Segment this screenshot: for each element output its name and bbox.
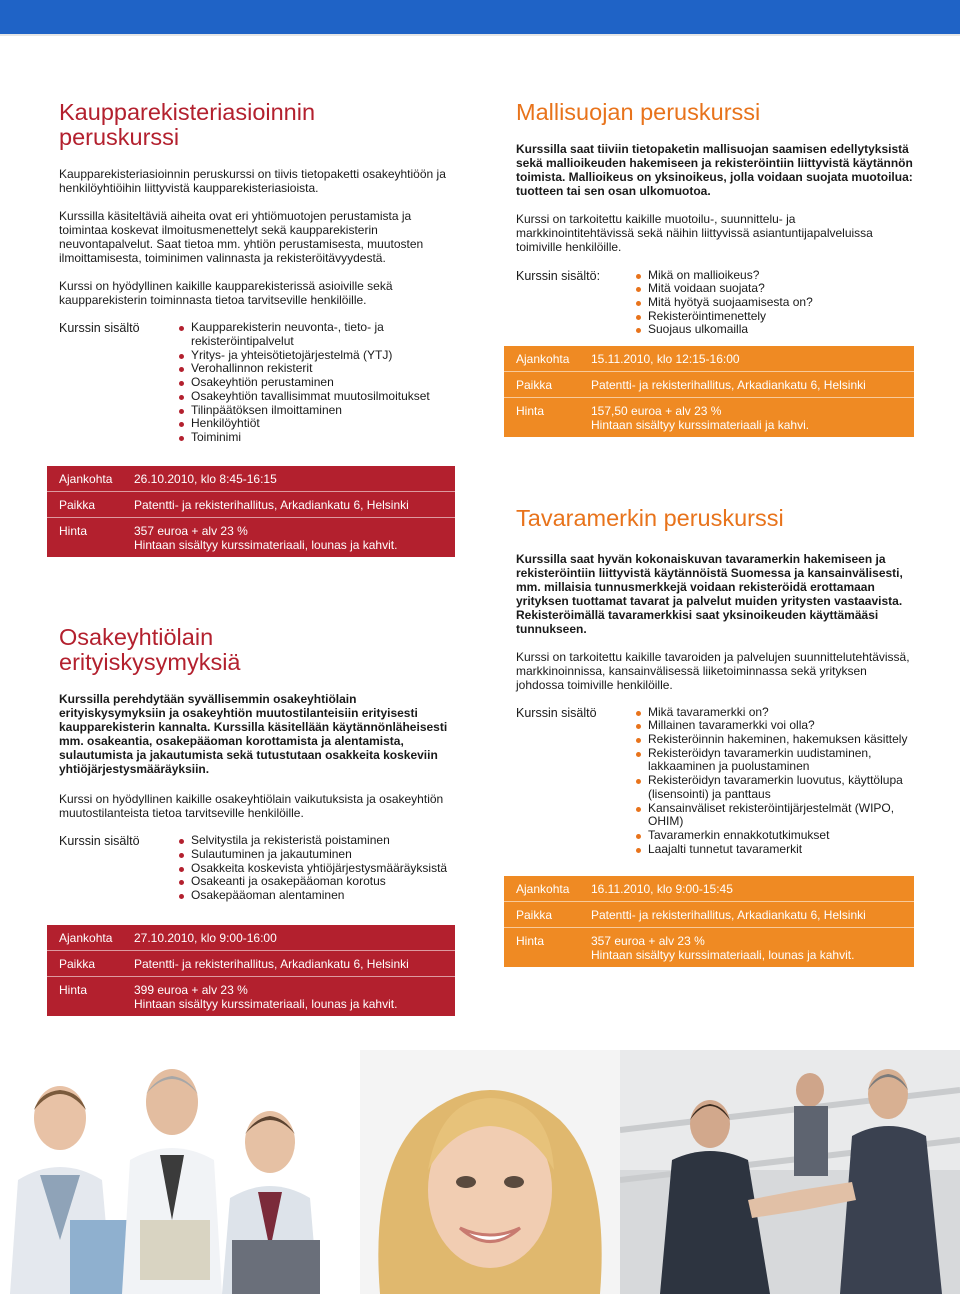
list-item: Henkilöyhtiöt [179,417,454,431]
date-value: 27.10.2010, klo 9:00-16:00 [134,931,277,945]
body-paragraph-1: Kurssi on tarkoitettu kaikille muotoilu-, suunnittelu- ja markkinointitehtävissä sekä näihin liittyvissä asiantuntijapalveluissa toimiville henkilöille. [516,211,873,254]
list-item: Millainen tavaramerkki voi olla? [636,719,916,733]
lead-paragraph: Kaupparekisteriasioinnin peruskurssi on tiivis tietopaketti osakeyhtiöön ja henkilöyhtiöihin liittyvistä kaupparekisteriasioista. [59,167,446,196]
course-content-label: Kurssin sisältö: [516,268,601,283]
list-item: Tavaramerkin ennakkotutkimukset [636,829,916,843]
list-item: Laajalti tunnetut tavaramerkit [636,843,916,857]
list-item: Osakepääoman alentaminen [179,889,447,903]
list-item: Rekisteröidyn tavaramerkin uudistaminen, lakkaaminen ja puolustaminen [636,747,916,774]
info-row-place [504,372,914,398]
date-label: Ajankohta [516,882,570,896]
title-line-1: Osakeyhtiölain [59,624,214,650]
info-row-place [47,951,455,977]
place-label: Paikka [59,957,96,971]
section-title [59,100,454,149]
list-item: Rekisteröinnin hakeminen, hakemuksen käsittely [636,733,916,747]
info-row-place [47,492,455,518]
photo-smiling-woman [360,1050,620,1294]
list-item: Verohallinnon rekisterit [179,362,454,376]
course-content-list [179,321,454,444]
list-item: Mitä voidaan suojata? [636,282,813,296]
list-item: Osakeyhtiön tavallisimmat muutosilmoitukset [179,390,454,404]
list-item: Yritys- ja yhteisötietojärjestelmä (YTJ) [179,349,454,363]
list-item: Toiminimi [179,431,454,445]
price-note: Hintaan sisältyy kurssimateriaali, lounas ja kahvit. [134,538,398,552]
place-value: Patentti- ja rekisterihallitus, Arkadiankatu 6, Helsinki [134,957,409,971]
price-value: 157,50 euroa + alv 23 % [591,404,722,418]
place-value: Patentti- ja rekisterihallitus, Arkadiankatu 6, Helsinki [591,908,866,922]
lead-paragraph: Kurssilla saat tiiviin tietopaketin mallisuojan saamisen edellytyksistä sekä mallioikeuden hakemiseen ja rekisteröintiin liittyvistä käytännön toimista. Mallioikeus on yksinoikeus, jolla voidaan suojata muotoilua: tuotteen tai sen osan ulkomuotoa. [516,141,913,198]
price-label: Hinta [516,934,545,948]
body-paragraph-1: Kurssi on tarkoitettu kaikille tavaroiden ja palvelujen suunnittelutehtävissä, markkinoinnissa, kansainvälisessä liiketoiminnassa sekä yrityksen johdossa toimiville henkilöille. [516,649,910,692]
price-label: Hinta [59,524,88,538]
price-value: 357 euroa + alv 23 % [591,934,705,948]
title-line-2: peruskurssi [59,123,180,150]
info-row-price [504,928,914,967]
price-note: Hintaan sisältyy kurssimateriaali, lounas ja kahvit. [591,948,855,962]
list-item: Kaupparekisterin neuvonta-, tieto- ja rekisteröintipalvelut [179,321,454,348]
course-content-label: Kurssin sisältö [516,705,597,720]
course-content-list [636,706,916,857]
date-value: 15.11.2010, klo 12:15-16:00 [591,352,740,366]
section-tavaramerkki [516,506,916,856]
list-item: Kansainväliset rekisteröintijärjestelmät (WIPO, OHIM) [636,802,916,829]
title-line-2: erityiskysymyksiä [59,648,241,675]
list-item: Osakeyhtiön perustaminen [179,376,454,390]
info-row-price [47,518,455,557]
date-label: Ajankohta [516,352,570,366]
body-paragraph-1: Kurssilla käsiteltäviä aiheita ovat eri yhtiömuotojen perustamista ja toimintaa koskevat ilmoitusmenettelyt sekä kaupparekisterin neuvontapalvelut. Saat tietoa mm. yhtiön perustamisesta, muutosten ilmoittamisesta, toiminimen valinnasta ja rekisteröitävyydestä. [59,209,424,266]
lead-paragraph: Kurssilla perehdytään syvällisemmin osakeyhtiölain erityiskysymyksiin ja osakeyhtiön muutostilanteisiin erityisesti kaupparekisterin kannalta. Kurssilla käsitellään käytännönläheisesti mm. osakeantia, osakepääoman korottamista ja alentamista, sulautumista ja jakautumista sekä tutustutaan osakkeita koskeviin yhtiöjärjestysmääräyksiin. [59,692,448,777]
top-divider [0,34,960,36]
info-box-kaupparekisteri [47,466,455,557]
price-label: Hinta [59,983,88,997]
section-title [59,625,454,674]
list-item: Sulautuminen ja jakautuminen [179,848,447,862]
course-content [59,321,454,444]
course-content [516,706,916,857]
course-content-label: Kurssin sisältö [59,834,140,849]
section-title: Tavaramerkin peruskurssi [516,505,784,531]
place-value: Patentti- ja rekisterihallitus, Arkadiankatu 6, Helsinki [591,378,866,392]
list-item: Selvitystila ja rekisteristä poistaminen [179,834,447,848]
info-row-place [504,902,914,928]
list-item: Suojaus ulkomailla [636,323,813,337]
course-content-list [636,269,813,338]
date-label: Ajankohta [59,472,113,486]
date-value: 26.10.2010, klo 8:45-16:15 [134,472,277,486]
info-box-tavaramerkki [504,876,914,967]
list-item: Osakeanti ja osakepääoman korotus [179,875,447,889]
date-label: Ajankohta [59,931,113,945]
price-label: Hinta [516,404,545,418]
info-row-price [504,398,914,437]
list-item: Tilinpäätöksen ilmoittaminen [179,404,454,418]
info-row-date [504,346,914,372]
section-osakeyhtio [59,625,454,903]
section-kaupparekisteri [59,100,454,445]
list-item: Rekisteröidyn tavaramerkin luovutus, käyttölupa (lisensointi) ja panttaus [636,774,916,801]
section-title: Mallisuojan peruskurssi [516,99,761,125]
info-box-osakeyhtio [47,925,455,1016]
course-content [516,269,916,338]
body-paragraph-1: Kurssi on hyödyllinen kaikille osakeyhtiölain vaikutuksista ja osakeyhtiön muutostilanteista tietoa tarvitseville henkilöille. [59,792,444,821]
info-box-mallisuoja [504,346,914,437]
date-value: 16.11.2010, klo 9:00-15:45 [591,882,733,896]
list-item: Osakkeita koskevista yhtiöjärjestysmääräyksistä [179,862,447,876]
title-line-1: Kaupparekisteriasioinnin [59,99,316,125]
list-item: Mikä tavaramerkki on? [636,706,916,720]
place-label: Paikka [59,498,96,512]
list-item: Rekisteröintimenettely [636,310,813,324]
course-content [59,834,454,903]
course-content-list [179,834,447,903]
info-row-date [47,925,455,951]
list-item: Mitä hyötyä suojaamisesta on? [636,296,813,310]
info-row-price [47,977,455,1016]
place-label: Paikka [516,378,553,392]
photo-handshake [620,1050,960,1294]
lead-paragraph: Kurssilla saat hyvän kokonaiskuvan tavaramerkin hakemiseen ja rekisteröintiin liittyvistä käytännöistä Suomessa ja kansainvälisesti, mm. millaisia tunnusmerkkejä voidaan rekisteröidä erottamaan yrityksen tuottamat tavarat ja palvelut muiden yritysten vastaavista. Rekisteröimällä tavaramerkkisi saat yksinoikeuden käyttämääsi tunnukseen. [516,551,903,636]
price-value: 357 euroa + alv 23 % [134,524,248,538]
top-color-bar [0,0,960,34]
price-note: Hintaan sisältyy kurssimateriaali ja kahvi. [591,418,810,432]
section-mallisuoja [516,100,916,337]
photo-colleagues-with-binders [0,1050,360,1294]
body-paragraph-2: Kurssi on hyödyllinen kaikille kaupparekisterissä asioiville sekä kaupparekisterin toiminnasta tietoa tarvitseville henkilöille. [59,279,393,308]
info-row-date [504,876,914,902]
price-value: 399 euroa + alv 23 % [134,983,248,997]
list-item: Mikä on mallioikeus? [636,269,813,283]
place-label: Paikka [516,908,553,922]
course-content-label: Kurssin sisältö [59,321,140,336]
place-value: Patentti- ja rekisterihallitus, Arkadiankatu 6, Helsinki [134,498,409,512]
price-note: Hintaan sisältyy kurssimateriaali, lounas ja kahvit. [134,997,398,1011]
info-row-date [47,466,455,492]
